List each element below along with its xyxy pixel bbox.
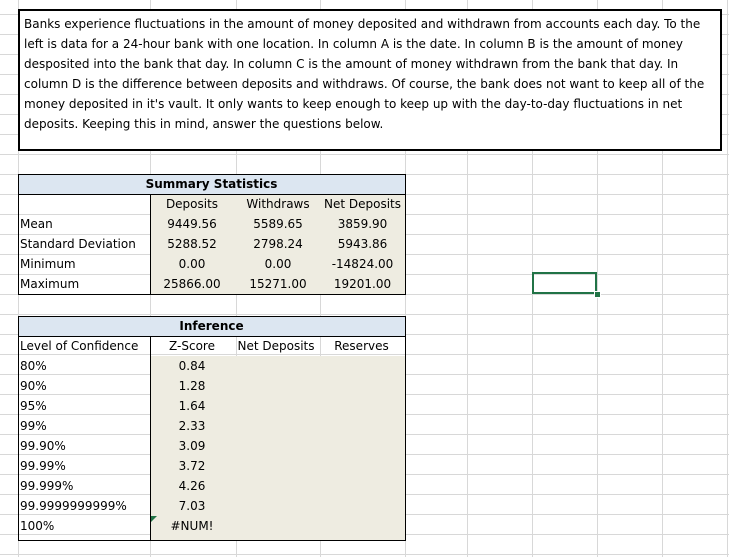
- cell-mean-deposits[interactable]: 9449.56: [167, 217, 217, 231]
- row-label-max[interactable]: Maximum: [20, 277, 80, 291]
- gridline: [0, 554, 729, 555]
- z-score-cell[interactable]: 1.64: [178, 399, 206, 413]
- header-net-deposits[interactable]: Net Deposits: [323, 197, 401, 211]
- cell-min-net[interactable]: -14824.00: [331, 257, 394, 271]
- level-row[interactable]: 99.999%: [20, 479, 74, 493]
- cell-max-deposits[interactable]: 25866.00: [163, 277, 221, 291]
- error-indicator-icon[interactable]: [151, 516, 157, 522]
- z-score-cell[interactable]: 3.09: [178, 439, 206, 453]
- summary-title[interactable]: Summary Statistics: [145, 177, 278, 191]
- z-score-cell[interactable]: 7.03: [178, 499, 206, 513]
- header-z-score[interactable]: Z-Score: [169, 339, 215, 353]
- header-withdraws[interactable]: Withdraws: [246, 197, 310, 211]
- inference-title[interactable]: Inference: [179, 319, 244, 333]
- gridline: [0, 314, 729, 315]
- header-level-of-confidence[interactable]: Level of Confidence: [20, 339, 139, 353]
- z-score-cell[interactable]: 2.33: [178, 419, 206, 433]
- cell-mean-withdraws[interactable]: 5589.65: [253, 217, 303, 231]
- z-score-cell[interactable]: 1.28: [178, 379, 206, 393]
- cell-mean-net[interactable]: 3859.90: [337, 217, 388, 231]
- selected-cell[interactable]: [532, 272, 597, 294]
- header-inference-net-deposits[interactable]: Net Deposits: [237, 339, 315, 353]
- cell-min-deposits[interactable]: 0.00: [178, 257, 206, 271]
- level-row[interactable]: 80%: [20, 359, 47, 373]
- gridline: [0, 154, 729, 155]
- header-deposits[interactable]: Deposits: [165, 197, 219, 211]
- level-row[interactable]: 95%: [20, 399, 47, 413]
- row-label-std[interactable]: Standard Deviation: [20, 237, 136, 251]
- level-row[interactable]: 99%: [20, 419, 47, 433]
- level-row[interactable]: 100%: [20, 519, 55, 533]
- cell-std-withdraws[interactable]: 2798.24: [253, 237, 303, 251]
- description-text: Banks experience fluctuations in the amount of money deposited and withdrawn from accounts each day. To the left is data for a 24-hour bank with one location. In column A is the date. In column B is the amount of money desposited into the bank that day. In column C is the amount of money withdrawn from the bank that day. In column D is the difference between deposits and withdraws. Of course, the bank does not want to keep all of the money deposited in it's vault. It only wants to keep enough to keep up with the day-to-day fluctuations in net deposits. Keeping this in mind, answer the questions below.: [24, 17, 705, 131]
- cell-max-withdraws[interactable]: 15271.00: [249, 277, 307, 291]
- z-score-cell[interactable]: 3.72: [178, 459, 206, 473]
- level-row[interactable]: 99.99%: [20, 459, 66, 473]
- cell-std-net[interactable]: 5943.86: [337, 237, 388, 251]
- level-row[interactable]: 99.90%: [20, 439, 66, 453]
- header-reserves[interactable]: Reserves: [334, 339, 389, 353]
- row-label-mean[interactable]: Mean: [20, 217, 53, 231]
- level-row[interactable]: 90%: [20, 379, 47, 393]
- row-label-min[interactable]: Minimum: [20, 257, 76, 271]
- z-score-cell[interactable]: #NUM!: [170, 519, 214, 533]
- cell-max-net[interactable]: 19201.00: [333, 277, 392, 291]
- description-textbox[interactable]: [18, 9, 722, 151]
- z-score-cell[interactable]: 4.26: [178, 479, 206, 493]
- z-score-cell[interactable]: 0.84: [178, 359, 206, 373]
- cell-std-deposits[interactable]: 5288.52: [167, 237, 217, 251]
- level-row[interactable]: 99.9999999999%: [20, 499, 127, 513]
- cell-min-withdraws[interactable]: 0.00: [264, 257, 292, 271]
- fill-handle[interactable]: [594, 291, 601, 298]
